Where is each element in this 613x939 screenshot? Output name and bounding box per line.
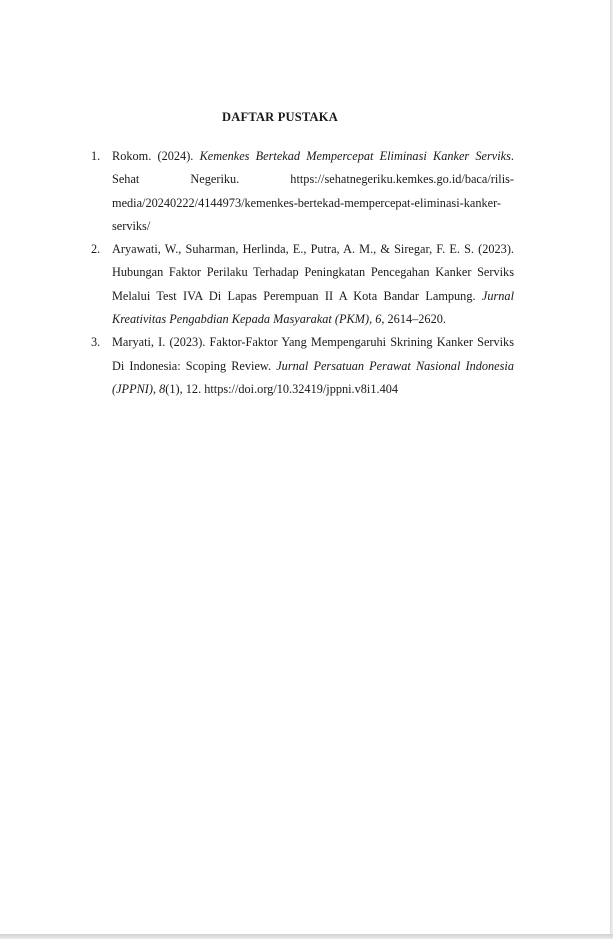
page-title: DAFTAR PUSTAKA bbox=[222, 110, 338, 124]
reference-author-title: Maryati, I. (2023). Faktor-Faktor Yang Mempengaruhi Skrining Kanker Serviks Di Indonesia: Scoping Review. bbox=[112, 335, 514, 373]
reference-item bbox=[0, 145, 514, 238]
reference-separator: , bbox=[369, 312, 376, 327]
reference-author-title: Aryawati, W., Suharman, Herlinda, E., Putra, A. M., & Siregar, F. E. S. (2023). Hubungan Faktor Perilaku Terhadap Peningkatan Pencegahan Kanker Serviks Melalui Test IVA Di Lapas Perempuan II A Kota Bandar Lampung. bbox=[112, 242, 514, 303]
reference-number: 2. bbox=[91, 242, 101, 257]
reference-volume: 6 bbox=[375, 312, 382, 327]
reference-list bbox=[0, 145, 514, 401]
reference-journal: Jurnal Persatuan Perawat Nasional Indonesia (JPPNI) bbox=[112, 358, 514, 396]
reference-number: 3. bbox=[91, 335, 101, 350]
reference-issue-doi: (1), 12. https://doi.org/10.32419/jppni.v8i1.404 bbox=[165, 381, 399, 396]
reference-item bbox=[0, 331, 514, 401]
reference-separator: , bbox=[152, 381, 160, 396]
reference-author-year: Rokom. (2024). bbox=[112, 149, 200, 163]
page-edge-bottom bbox=[0, 934, 613, 939]
reference-source: . Sehat Negeriku. https://sehatnegeriku.kemkes.go.id/baca/rilis-media/20240222/4144973/kemenkes-bertekad-mempercepat-eliminasi-kanker-serviks/ bbox=[112, 149, 514, 233]
reference-number: 1. bbox=[91, 149, 101, 163]
reference-item bbox=[0, 238, 514, 331]
reference-pages: , 2614–2620. bbox=[381, 312, 446, 327]
reference-title: Kemenkes Bertekad Mempercepat Eliminasi Kanker Serviks bbox=[199, 149, 511, 163]
reference-journal: Jurnal Kreativitas Pengabdian Kepada Masyarakat (PKM) bbox=[112, 288, 514, 327]
reference-volume: 8 bbox=[159, 381, 166, 396]
